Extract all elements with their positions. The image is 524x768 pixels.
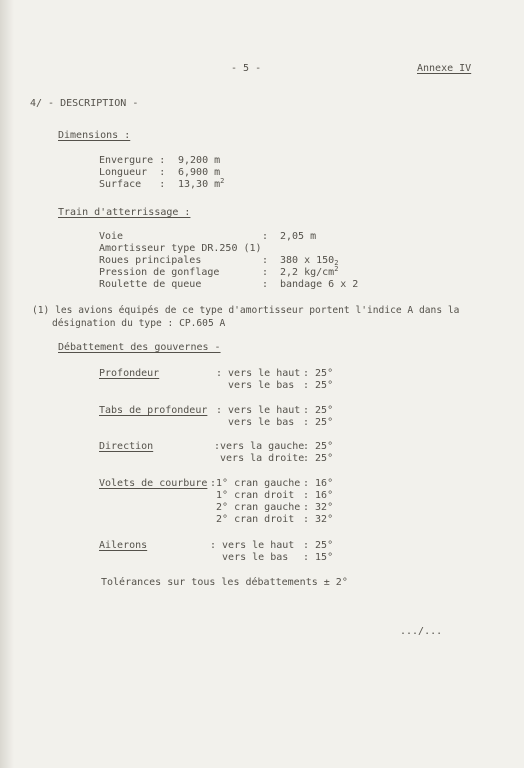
control-direction: 1° cran droit (210, 490, 301, 501)
control-name-direction: Direction (99, 441, 154, 452)
gear-label-roues: Roues principales (99, 255, 202, 266)
control-direction: 2° cran droit (210, 514, 301, 525)
control-direction: 2° cran gauche (210, 502, 301, 513)
gear-value-voie: 2,05 m (280, 231, 317, 242)
control-value: : 32° (303, 502, 334, 513)
page-edge-shadow (0, 0, 14, 768)
gear-value-roulette: bandage 6 x 2 (280, 279, 359, 290)
tolerance-note: Tolérances sur tous les débattements ± 2° (101, 577, 348, 588)
control-direction: :1° cran gauche (210, 478, 301, 489)
dim-label-envergure: Envergure : (99, 155, 166, 166)
control-direction: vers la droite (214, 453, 305, 464)
control-name-ailerons: Ailerons (99, 540, 148, 551)
control-value: : 25° (303, 453, 334, 464)
control-value: : 25° (303, 405, 334, 416)
control-name-profondeur: Profondeur (99, 368, 160, 379)
control-value: : 25° (303, 540, 334, 551)
exponent: 2 (220, 177, 225, 185)
control-value: : 16° (303, 490, 334, 501)
exponent: 2 (334, 265, 339, 273)
gear-colon: : (262, 255, 269, 266)
dim-value-envergure: 9,200 m (178, 155, 221, 166)
continuation-mark: .../... (400, 626, 443, 637)
control-direction: vers le bas (216, 417, 301, 428)
dim-label-surface: Surface : (99, 179, 166, 190)
control-direction: :vers la gauche (214, 441, 305, 452)
dim-value-surface: 13,30 $m^2$ (178, 177, 225, 190)
gear-label-amortisseur: Amortisseur type DR.250 (1) (99, 243, 262, 254)
control-value: : 32° (303, 514, 334, 525)
gear-colon: : (262, 279, 269, 290)
page-number: - 5 - (231, 63, 262, 74)
gear-label-voie: Voie (99, 231, 124, 242)
gear-value-pression: 2,2 $kg/cm^2$ (280, 265, 339, 278)
gear-value-roues: 380 x $150_2$ (280, 255, 339, 267)
control-value: : 15° (303, 552, 334, 563)
subscript: 2 (334, 259, 339, 267)
gear-label-roulette: Roulette de queue (99, 279, 202, 290)
control-value: : 25° (303, 441, 334, 452)
control-value: : 16° (303, 478, 334, 489)
control-direction: vers le bas (216, 380, 301, 391)
control-value: : 25° (303, 368, 334, 379)
control-direction: vers le bas (210, 552, 295, 563)
annex-label: Annexe IV (417, 63, 472, 74)
dim-value-longueur: 6,900 m (178, 167, 221, 178)
dim-label-longueur: Longueur : (99, 167, 166, 178)
control-direction: : vers le haut (216, 368, 301, 379)
gear-heading: Train d'atterrissage : (58, 207, 191, 218)
footnote-line-2: désignation du type : CP.605 A (52, 318, 226, 329)
control-value: : 25° (303, 417, 334, 428)
controls-heading: Débattement des gouvernes - (58, 342, 221, 353)
dimensions-heading: Dimensions : (58, 130, 131, 141)
control-direction: : vers le haut (210, 540, 295, 551)
section-title: 4/ - DESCRIPTION - (30, 98, 139, 109)
control-name-tabs: Tabs de profondeur (99, 405, 208, 416)
footnote-line-1: (1) les avions équipés de ce type d'amortisseur portent l'indice A dans la (32, 305, 460, 316)
control-value: : 25° (303, 380, 334, 391)
gear-label-pression: Pression de gonflage (99, 267, 220, 278)
gear-colon: : (262, 231, 269, 242)
control-direction: : vers le haut (216, 405, 301, 416)
control-name-volets: Volets de courbure (99, 478, 208, 489)
gear-colon: : (262, 267, 269, 278)
